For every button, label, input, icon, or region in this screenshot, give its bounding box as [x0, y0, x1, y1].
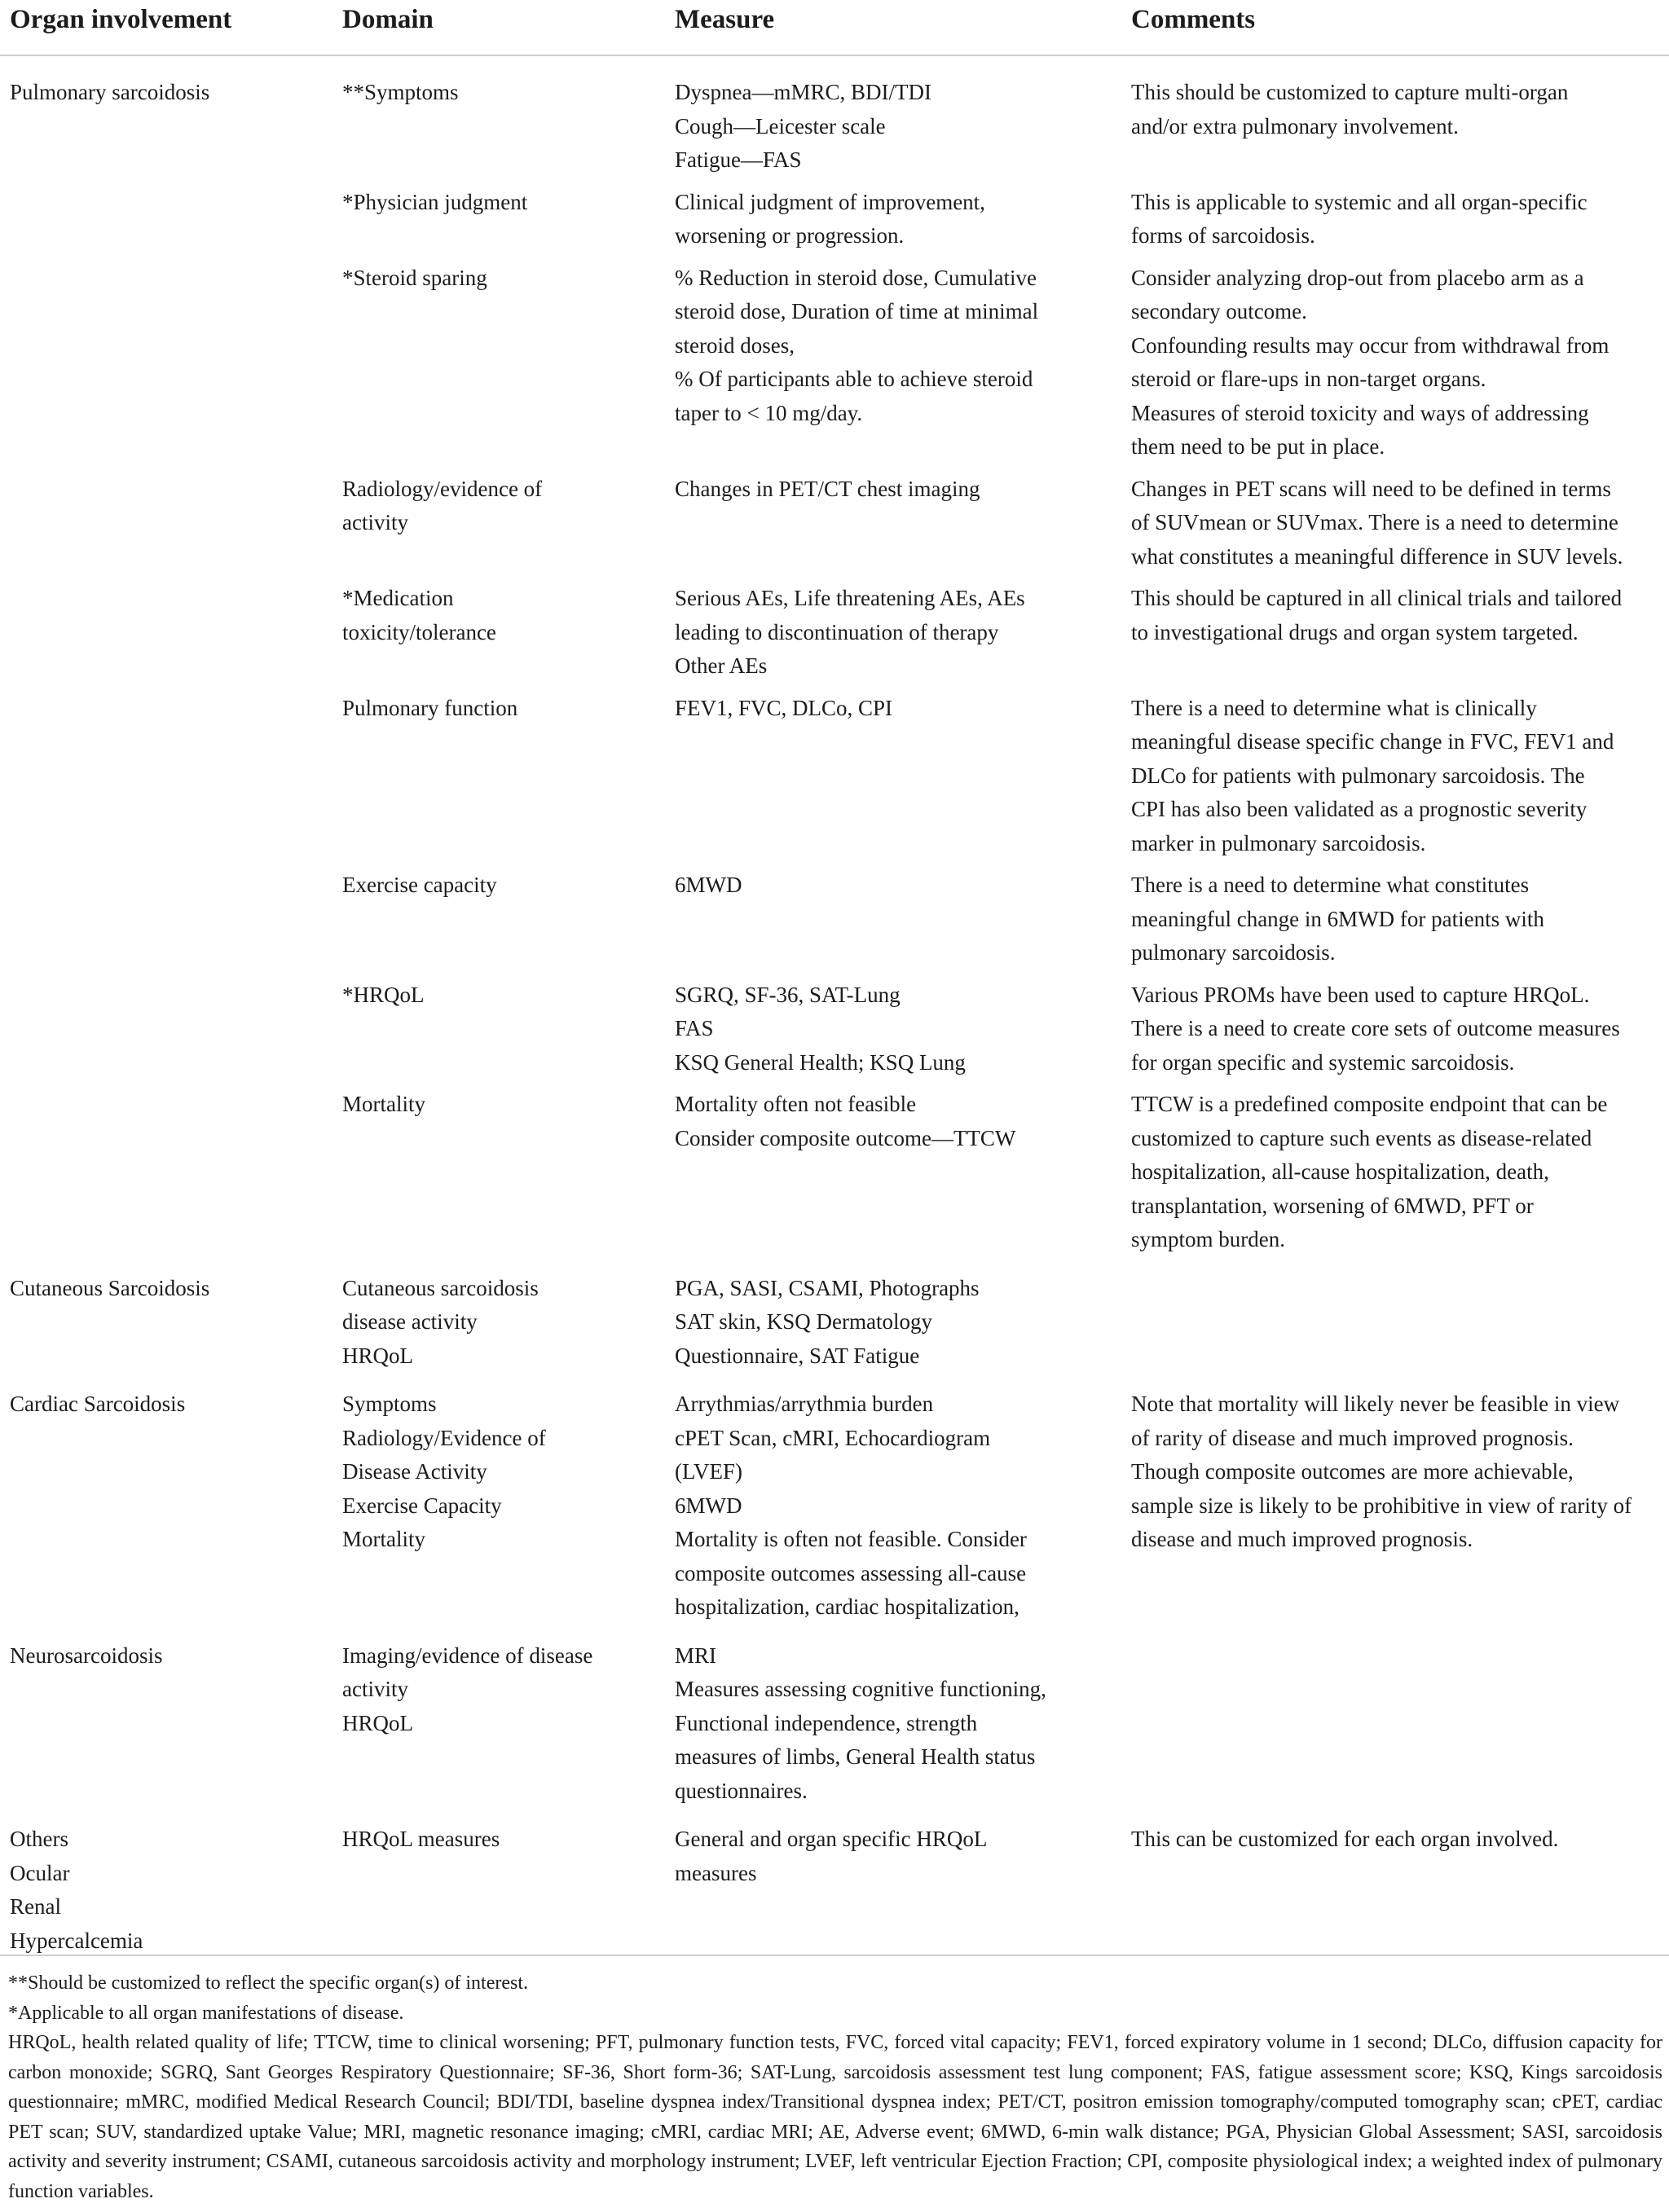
cell-comments: [1121, 869, 1669, 978]
table-header: [0, 0, 1669, 55]
cell-comments: [1121, 55, 1669, 186]
table-row: [0, 1381, 1669, 1633]
domain-line: Mortality: [342, 1092, 425, 1116]
header-measure: Measure: [665, 0, 1121, 55]
domain-line: *Steroid sparing: [342, 265, 487, 290]
comments-line: DLCo for patients with pulmonary sarcoidosis. The: [1131, 763, 1585, 788]
domain-line: Symptoms: [342, 1392, 437, 1416]
organ-line: Others: [10, 1827, 68, 1851]
domain-line: HRQoL: [342, 1343, 413, 1368]
measure-line: Functional independence, strength: [675, 1710, 978, 1735]
cell-comments: [1121, 1816, 1669, 1966]
table-row: [0, 1816, 1669, 1966]
measure-line: Measures assessing cognitive functioning,: [675, 1677, 1046, 1701]
cell-domain: [332, 186, 665, 262]
footnote-abbreviations: HRQoL, health related quality of life; TTCW, time to clinical worsening; PFT, pulmonary function tests, FVC, forced vital capacity; FEV1, forced expiratory volume in 1 second; DLCo, diffusion capacity for carbon monoxide; SGRQ, Sant Georges Respiratory Questionnaire; SF-36, Short form-36; SAT-Lung, sarcoidosis assessment test lung component; FAS, fatigue assessment score; KSQ, Kings sarcoidosis questionnaire; mMRC, modified Medical Research Council; BDI/TDI, baseline dyspnea index/Transitional dyspnea index; PET/CT, positron emission tomography/computed tomography scan; cPET, cardiac PET scan; SUV, standardized uptake Value; MRI, magnetic resonance imaging; cMRI, cardiac MRI; AE, Adverse event; 6MWD, 6-min walk distance; PGA, Physician Global Assessment; SASI, sarcoidosis activity and severity instrument; CSAMI, cutaneous sarcoidosis activity and morphology instrument; LVEF, left ventricular Ejection Fraction; CPI, composite physiological index; a weighted index of pulmonary function variables.: [8, 2032, 1662, 2202]
measure-line: FAS: [675, 1016, 714, 1040]
organ-line: Cardiac Sarcoidosis: [10, 1392, 186, 1416]
comments-line: of rarity of disease and much improved prognosis.: [1131, 1425, 1574, 1450]
cell-domain: [332, 473, 665, 583]
domain-line: Exercise capacity: [342, 873, 497, 897]
comments-line: forms of sarcoidosis.: [1131, 223, 1315, 248]
comments-line: This should be captured in all clinical trials and tailored: [1131, 586, 1623, 610]
cell-measure: [665, 1088, 1121, 1265]
cell-organ: [0, 978, 332, 1088]
cell-organ: [0, 1381, 332, 1633]
domain-line: HRQoL measures: [342, 1827, 500, 1851]
table-row: [0, 473, 1669, 583]
domain-line: activity: [342, 510, 408, 534]
cell-measure: [665, 473, 1121, 583]
measure-line: Other AEs: [675, 653, 768, 678]
comments-line: and/or extra pulmonary involvement.: [1131, 113, 1459, 139]
cell-measure: [665, 1265, 1121, 1382]
table-row: [0, 1265, 1669, 1382]
header-comments: Comments: [1121, 0, 1669, 55]
table-row: [0, 55, 1669, 186]
measure-line: Fatigue—FAS: [675, 147, 802, 172]
domain-line: Radiology/evidence of: [342, 476, 543, 501]
comments-line: This can be customized for each organ involved.: [1131, 1827, 1559, 1851]
domain-line: *Medication: [342, 586, 454, 610]
cell-comments: [1121, 582, 1669, 692]
cell-organ: [0, 186, 332, 262]
comments-line: This is applicable to systemic and all organ-specific: [1131, 189, 1588, 214]
table-row: [0, 869, 1669, 978]
comments-line: marker in pulmonary sarcoidosis.: [1131, 830, 1426, 855]
measure-line: Mortality often not feasible: [675, 1092, 917, 1116]
measure-line: 6MWD: [675, 1493, 742, 1518]
comments-line: steroid or flare-ups in non-target organs.: [1131, 367, 1486, 391]
cell-domain: [332, 55, 665, 186]
measure-line: KSQ General Health; KSQ Lung: [675, 1049, 966, 1075]
measure-line: General and organ specific HRQoL: [675, 1827, 988, 1851]
domain-line: Imaging/evidence of disease: [342, 1643, 593, 1668]
domain-line: activity: [342, 1677, 408, 1701]
table-body: [0, 55, 1669, 1966]
comments-line: Though composite outcomes are more achievable,: [1131, 1459, 1574, 1484]
cell-comments: [1121, 1381, 1669, 1633]
measure-line: 6MWD: [675, 873, 742, 897]
measure-line: MRI: [675, 1643, 717, 1668]
organ-line: Neurosarcoidosis: [10, 1643, 163, 1668]
measure-line: Consider composite outcome—TTCW: [675, 1125, 1016, 1150]
measure-line: measures: [675, 1860, 757, 1885]
measure-line: SGRQ, SF-36, SAT-Lung: [675, 982, 901, 1007]
measure-line: taper to < 10 mg/day.: [675, 400, 863, 425]
measure-line: worsening or progression.: [675, 223, 905, 248]
measure-line: Clinical judgment of improvement,: [675, 189, 985, 214]
table-row: [0, 1088, 1669, 1265]
cell-measure: [665, 55, 1121, 186]
cell-measure: [665, 1633, 1121, 1817]
comments-line: meaningful change in 6MWD for patients with: [1131, 906, 1544, 931]
table-row: [0, 1633, 1669, 1817]
cell-organ: [0, 55, 332, 186]
comments-line: symptom burden.: [1131, 1227, 1285, 1251]
organ-line: Pulmonary sarcoidosis: [10, 80, 210, 104]
comments-line: Various PROMs have been used to capture HRQoL.: [1131, 982, 1590, 1007]
domain-line: Cutaneous sarcoidosis: [342, 1275, 539, 1300]
comments-line: TTCW is a predefined composite endpoint that can be: [1131, 1092, 1608, 1116]
measure-line: FEV1, FVC, DLCo, CPI: [675, 695, 893, 720]
cell-domain: [332, 582, 665, 692]
comments-line: There is a need to determine what constitutes: [1131, 873, 1530, 897]
organ-line: Ocular: [10, 1860, 70, 1885]
comments-line: Measures of steroid toxicity and ways of addressing: [1131, 400, 1589, 425]
measure-line: % Of participants able to achieve steroid: [675, 367, 1033, 391]
cell-comments: [1121, 692, 1669, 869]
measure-line: (LVEF): [675, 1459, 743, 1484]
comments-line: them need to be put in place.: [1131, 434, 1385, 459]
cell-measure: [665, 869, 1121, 978]
cell-organ: [0, 869, 332, 978]
cell-comments: [1121, 473, 1669, 583]
domain-line: **Symptoms: [342, 80, 459, 104]
cell-organ: [0, 1265, 332, 1382]
cell-domain: [332, 692, 665, 869]
header-organ-involvement: Organ involvement: [0, 0, 332, 55]
cell-domain: [332, 1265, 665, 1382]
measure-line: composite outcomes assessing all-cause: [675, 1560, 1027, 1585]
cell-organ: [0, 692, 332, 869]
cell-domain: [332, 262, 665, 473]
table-row: [0, 186, 1669, 262]
comments-line: hospitalization, all-cause hospitalization, death,: [1131, 1159, 1549, 1184]
cell-domain: [332, 978, 665, 1088]
measure-line: steroid dose, Duration of time at minimal: [675, 299, 1039, 323]
table-row: [0, 978, 1669, 1088]
table-bottom-rule: [0, 1955, 1669, 1956]
organ-line: Cutaneous Sarcoidosis: [10, 1275, 210, 1300]
comments-line: Note that mortality will likely never be feasible in view: [1131, 1392, 1620, 1416]
comments-line: There is a need to create core sets of outcome measures: [1131, 1016, 1620, 1040]
cell-organ: [0, 1816, 332, 1966]
domain-line: Radiology/Evidence of: [342, 1425, 546, 1450]
comments-line: to investigational drugs and organ system targeted.: [1131, 619, 1579, 644]
measure-line: % Reduction in steroid dose, Cumulative: [675, 265, 1037, 290]
cell-organ: [0, 582, 332, 692]
comments-line: Changes in PET scans will need to be defined in terms: [1131, 476, 1611, 501]
measure-line: hospitalization, cardiac hospitalization,: [675, 1594, 1019, 1619]
cell-domain: [332, 869, 665, 978]
table-row: [0, 582, 1669, 692]
organ-line: Renal: [10, 1894, 61, 1919]
measure-line: questionnaires.: [675, 1778, 808, 1803]
domain-line: Mortality: [342, 1527, 425, 1551]
cell-organ: [0, 1088, 332, 1265]
measure-line: steroid doses,: [675, 332, 795, 358]
cell-comments: [1121, 186, 1669, 262]
comments-line: transplantation, worsening of 6MWD, PFT or: [1131, 1193, 1534, 1218]
comments-line: There is a need to determine what is clinically: [1131, 695, 1537, 720]
cell-organ: [0, 262, 332, 473]
measure-line: Questionnaire, SAT Fatigue: [675, 1343, 920, 1368]
cell-domain: [332, 1816, 665, 1966]
cell-measure: [665, 186, 1121, 262]
cell-measure: [665, 582, 1121, 692]
measure-line: Cough—Leicester scale: [675, 113, 886, 139]
measure-line: SAT skin, KSQ Dermatology: [675, 1309, 933, 1334]
table-footnotes: [8, 1968, 1662, 2206]
measure-line: Dyspnea—mMRC, BDI/TDI: [675, 80, 931, 104]
comments-line: pulmonary sarcoidosis.: [1131, 940, 1336, 965]
domain-line: toxicity/tolerance: [342, 619, 496, 644]
domain-line: Pulmonary function: [342, 695, 518, 720]
measure-line: Mortality is often not feasible. Consider: [675, 1527, 1027, 1551]
table-row: [0, 262, 1669, 473]
comments-line: what constitutes a meaningful difference in SUV levels.: [1131, 543, 1623, 569]
measure-line: cPET Scan, cMRI, Echocardiogram: [675, 1425, 991, 1450]
measure-line: Serious AEs, Life threatening AEs, AEs: [675, 586, 1025, 610]
comments-line: sample size is likely to be prohibitive in view of rarity of: [1131, 1493, 1632, 1518]
measure-line: measures of limbs, General Health status: [675, 1744, 1036, 1769]
footnote-double-star: **Should be customized to reflect the specific organ(s) of interest.: [8, 1972, 529, 1994]
comments-line: Confounding results may occur from withdrawal from: [1131, 332, 1610, 358]
cell-comments: [1121, 262, 1669, 473]
comments-line: secondary outcome.: [1131, 299, 1307, 323]
measure-line: Arrythmias/arrythmia burden: [675, 1392, 934, 1416]
header-domain: Domain: [332, 0, 665, 55]
comments-line: of SUVmean or SUVmax. There is a need to determine: [1131, 510, 1618, 534]
header-row: [0, 0, 1669, 55]
cell-measure: [665, 262, 1121, 473]
cell-domain: [332, 1633, 665, 1817]
cell-measure: [665, 692, 1121, 869]
comments-line: CPI has also been validated as a prognostic severity: [1131, 797, 1588, 821]
cell-comments: [1121, 1633, 1669, 1817]
comments-line: Consider analyzing drop-out from placebo arm as a: [1131, 265, 1584, 290]
cell-domain: [332, 1088, 665, 1265]
comments-line: meaningful disease specific change in FVC, FEV1 and: [1131, 729, 1614, 754]
cell-measure: [665, 1381, 1121, 1633]
measure-line: Changes in PET/CT chest imaging: [675, 476, 980, 501]
cell-comments: [1121, 1265, 1669, 1382]
cell-measure: [665, 1816, 1121, 1966]
cell-comments: [1121, 1088, 1669, 1265]
organ-line: Hypercalcemia: [10, 1928, 143, 1953]
measure-line: PGA, SASI, CSAMI, Photographs: [675, 1275, 980, 1300]
comments-line: This should be customized to capture multi-organ: [1131, 80, 1569, 104]
domain-line: disease activity: [342, 1309, 478, 1334]
cell-domain: [332, 1381, 665, 1633]
cell-organ: [0, 473, 332, 583]
footnote-single-star: *Applicable to all organ manifestations of disease.: [8, 2002, 404, 2024]
measure-line: leading to discontinuation of therapy: [675, 619, 999, 644]
domain-line: Disease Activity: [342, 1459, 487, 1484]
cell-organ: [0, 1633, 332, 1817]
domain-line: HRQoL: [342, 1710, 413, 1735]
domain-line: *HRQoL: [342, 982, 425, 1007]
table-row: [0, 692, 1669, 869]
domain-line: *Physician judgment: [342, 189, 528, 214]
comments-line: disease and much improved prognosis.: [1131, 1527, 1473, 1551]
comments-line: for organ specific and systemic sarcoidosis.: [1131, 1049, 1515, 1075]
domain-line: Exercise Capacity: [342, 1493, 502, 1518]
cell-comments: [1121, 978, 1669, 1088]
cell-measure: [665, 978, 1121, 1088]
comments-line: customized to capture such events as disease-related: [1131, 1125, 1592, 1150]
